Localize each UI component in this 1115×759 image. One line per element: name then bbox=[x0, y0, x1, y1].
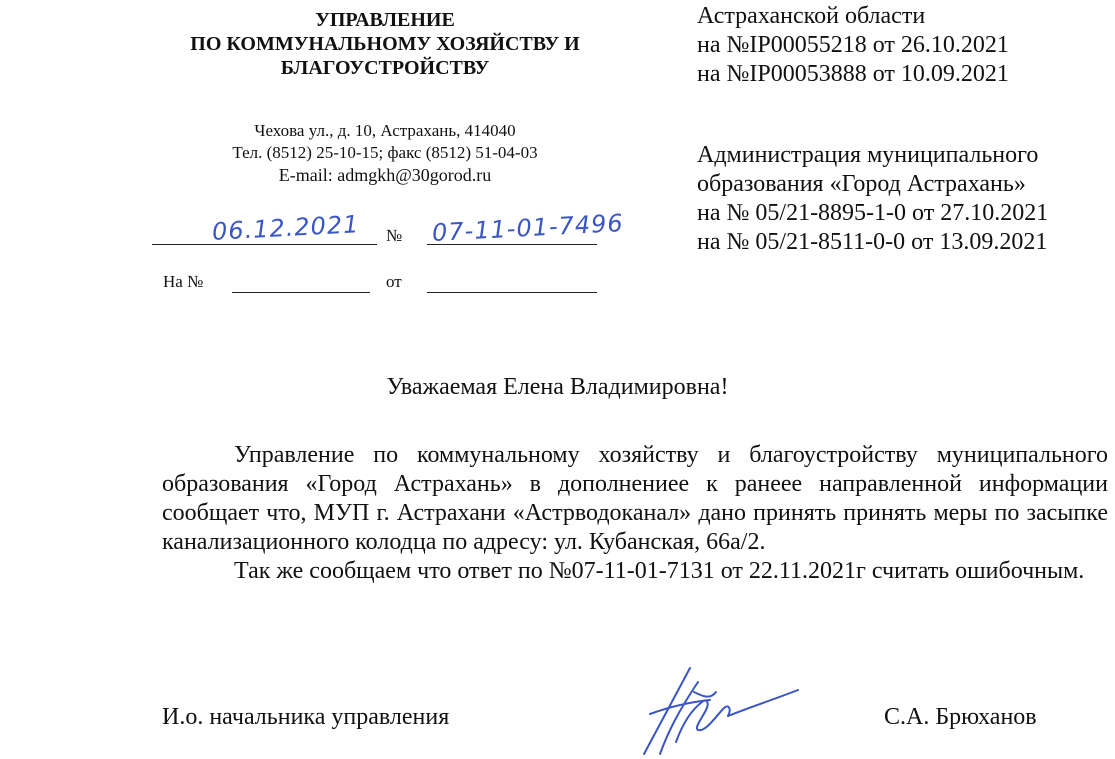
handwritten-signature bbox=[632, 662, 802, 759]
ref-no-label: На № bbox=[163, 272, 204, 291]
ref-date-line bbox=[427, 292, 597, 293]
ref-no-line bbox=[232, 292, 370, 293]
recipient-line: на № 05/21-8895-1-0 от 27.10.2021 bbox=[697, 200, 1049, 226]
recipient-line: на №IP00053888 от 10.09.2021 bbox=[697, 61, 1009, 87]
recipient-block-2 bbox=[697, 141, 1115, 257]
org-name-line2: ПО КОММУНАЛЬНОМУ ХОЗЯЙСТВУ И bbox=[190, 33, 580, 55]
signatory-name: С.А. Брюханов bbox=[884, 704, 1037, 730]
body-paragraph-2: Так же сообщаем что ответ по №07-11-01-7131 от 22.11.2021г считать ошибочным. bbox=[234, 558, 1085, 584]
recipient-line: на №IP00055218 от 26.10.2021 bbox=[697, 32, 1009, 58]
signatory-role: И.о. начальника управления bbox=[162, 704, 450, 730]
letter-body bbox=[162, 441, 1108, 586]
recipient-block-1 bbox=[697, 2, 1115, 89]
reg-no-line bbox=[427, 244, 597, 245]
reg-date-handwritten: 06.12.2021 bbox=[211, 210, 361, 246]
ref-from-label: от bbox=[386, 272, 402, 291]
org-name-line3: БЛАГОУСТРОЙСТВУ bbox=[280, 57, 490, 79]
org-phone: Тел. (8512) 25-10-15; факс (8512) 51-04-03 bbox=[232, 143, 538, 162]
org-email: E-mail: admgkh@30gorod.ru bbox=[278, 165, 492, 185]
recipient-line: Астраханской области bbox=[697, 3, 926, 29]
recipient-line: образования «Город Астрахань» bbox=[697, 171, 1026, 197]
org-name-line1: УПРАВЛЕНИЕ bbox=[315, 9, 455, 31]
recipient-line: на № 05/21-8511-0-0 от 13.09.2021 bbox=[697, 229, 1048, 255]
org-address: Чехова ул., д. 10, Астрахань, 414040 bbox=[254, 121, 516, 140]
greeting: Уважаемая Елена Владимировна! bbox=[386, 374, 729, 400]
recipient-line: Администрация муниципального bbox=[697, 142, 1039, 168]
reg-date-line bbox=[152, 244, 377, 245]
reg-no-handwritten: 07-11-01-7496 bbox=[431, 209, 625, 247]
reg-no-label: № bbox=[386, 226, 403, 245]
org-header bbox=[150, 8, 620, 80]
body-paragraph-1: Управление по коммунальному хозяйству и благоустройству муниципального образования «Город Астрахань» в дополнениее к ранеее направленной информации сообщает что, МУП г. Астрахани «Астрводоканал» дано принять принять меры по засыпке канализационного колодца по адресу: ул. Кубанская, 66а/2. bbox=[162, 442, 1108, 555]
org-contacts bbox=[150, 120, 620, 186]
